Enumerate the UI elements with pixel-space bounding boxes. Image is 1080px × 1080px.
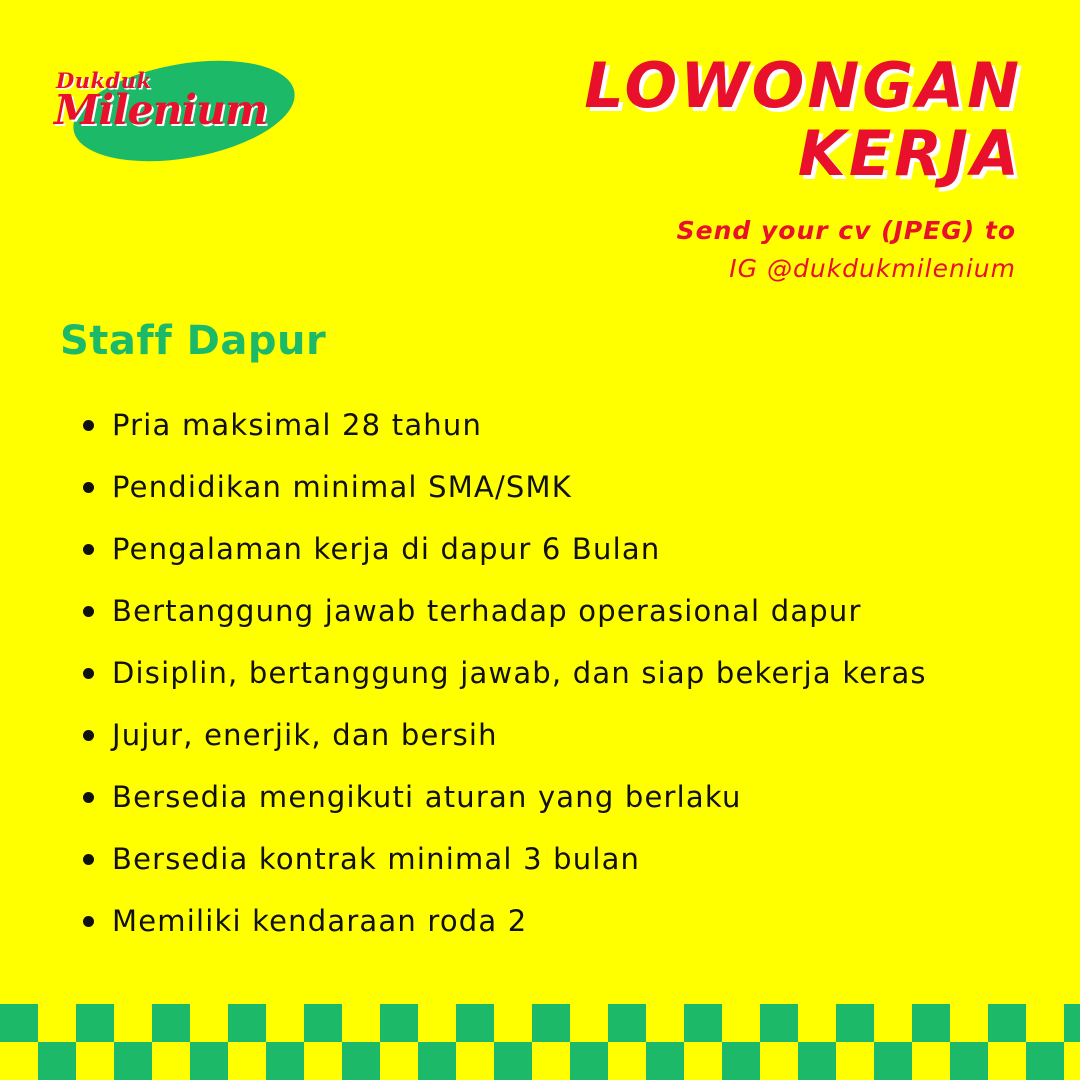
checker-square (342, 1042, 380, 1080)
requirement-text: Jujur, enerjik, dan bersih (112, 718, 498, 752)
bullet-icon (83, 420, 94, 431)
bullet-icon (83, 916, 94, 927)
checker-square (76, 1004, 114, 1042)
requirement-text: Pendidikan minimal SMA/SMK (112, 470, 572, 504)
requirement-text: Memiliki kendaraan roda 2 (112, 904, 528, 938)
checker-square (988, 1004, 1026, 1042)
checker-square (152, 1004, 190, 1042)
checker-square (456, 1004, 494, 1042)
bullet-icon (83, 730, 94, 741)
checker-square (304, 1004, 342, 1042)
requirement-text: Pengalaman kerja di dapur 6 Bulan (112, 532, 661, 566)
checker-square (266, 1042, 304, 1080)
checker-square (1064, 1004, 1080, 1042)
checker-square (418, 1042, 456, 1080)
logo-word-dukduk: Dukduk (56, 68, 152, 93)
headline-line-2: KERJA (797, 117, 1022, 190)
requirements-list (80, 398, 927, 956)
requirement-item (80, 894, 927, 956)
checker-square (684, 1004, 722, 1042)
checker-square (950, 1042, 988, 1080)
checker-square (38, 1042, 76, 1080)
checker-square (380, 1004, 418, 1042)
requirement-text: Bersedia mengikuti aturan yang berlaku (112, 780, 742, 814)
checker-square (646, 1042, 684, 1080)
brand-logo (50, 50, 310, 160)
checker-square (114, 1042, 152, 1080)
checker-pattern (0, 1004, 1080, 1080)
requirement-item (80, 770, 927, 832)
bullet-icon (83, 668, 94, 679)
checker-square (836, 1004, 874, 1042)
checker-square (570, 1042, 608, 1080)
checker-square (228, 1004, 266, 1042)
checker-square (874, 1042, 912, 1080)
requirement-text: Bersedia kontrak minimal 3 bulan (112, 842, 641, 876)
requirement-item (80, 584, 927, 646)
checker-square (532, 1004, 570, 1042)
checker-square (494, 1042, 532, 1080)
bullet-icon (83, 544, 94, 555)
send-cv-text: Send your cv (JPEG) to (676, 216, 1016, 245)
requirement-item (80, 646, 927, 708)
checker-border (0, 1004, 1080, 1080)
requirement-item (80, 398, 927, 460)
headline-line-1: LOWONGAN (584, 49, 1022, 122)
bullet-icon (83, 482, 94, 493)
send-instructions (677, 212, 1016, 288)
requirement-item (80, 522, 927, 584)
requirement-text: Bertanggung jawab terhadap operasional dapur (112, 594, 862, 628)
checker-square (1026, 1042, 1064, 1080)
checker-square (912, 1004, 950, 1042)
headline (584, 49, 1022, 190)
requirement-item (80, 708, 927, 770)
checker-square (0, 1004, 38, 1042)
checker-square (760, 1004, 798, 1042)
logo-word-milenium: Milenium (54, 86, 268, 134)
requirement-item (80, 460, 927, 522)
checker-square (798, 1042, 836, 1080)
role-title: Staff Dapur (60, 318, 327, 364)
bullet-icon (83, 854, 94, 865)
bullet-icon (83, 792, 94, 803)
requirement-item (80, 832, 927, 894)
checker-square (608, 1004, 646, 1042)
checker-square (722, 1042, 760, 1080)
requirement-text: Disiplin, bertanggung jawab, dan siap bekerja keras (112, 656, 927, 690)
requirement-text: Pria maksimal 28 tahun (112, 408, 483, 442)
instagram-handle: IG @dukdukmilenium (729, 254, 1016, 283)
checker-square (190, 1042, 228, 1080)
bullet-icon (83, 606, 94, 617)
